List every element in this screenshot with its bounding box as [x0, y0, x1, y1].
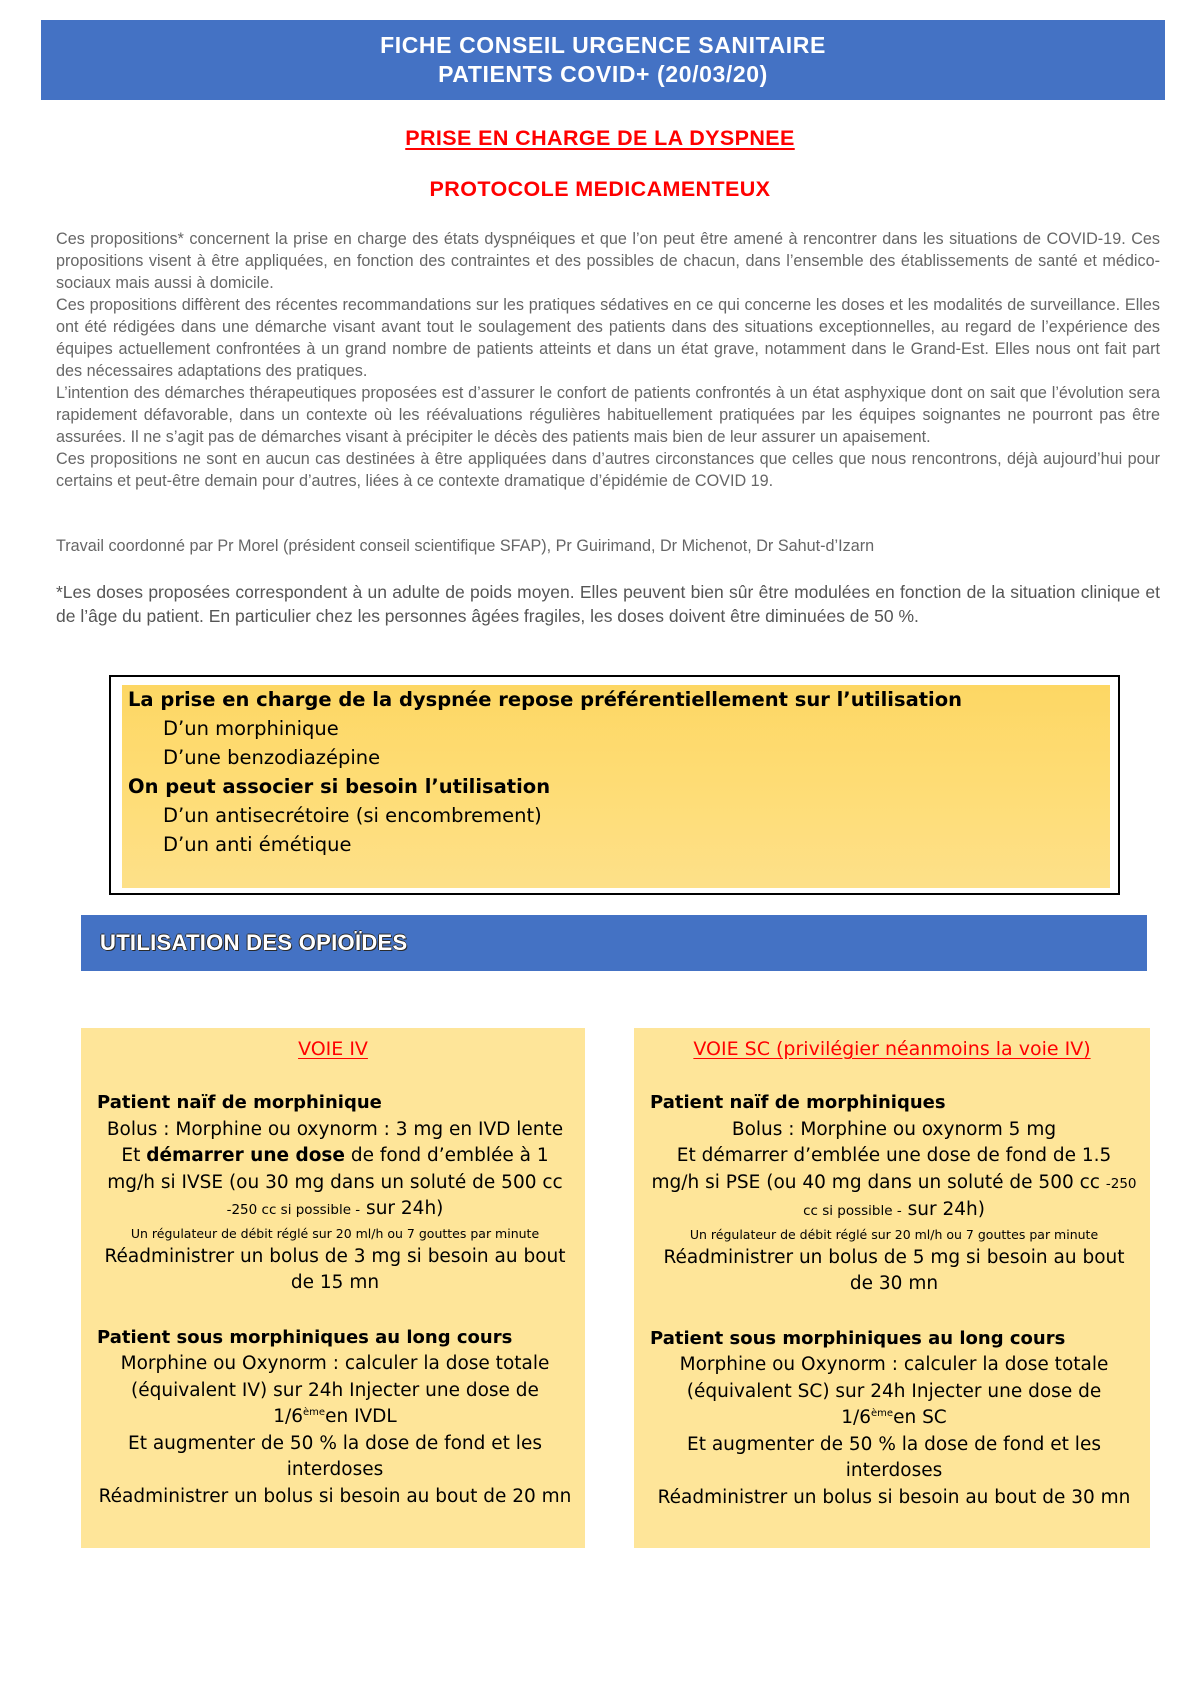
header-title-line1: FICHE CONSEIL URGENCE SANITAIRE [380, 32, 826, 58]
summary-heading-1: La prise en charge de la dyspnée repose préférentiellement sur l’utilisation [128, 688, 963, 711]
iv-rebolus-line: Réadministrer un bolus de 3 mg si besoin au bout de 15 mn [104, 1245, 566, 1293]
sc-regulator-note: Un régulateur de débit réglé sur 20 ml/h ou 7 gouttes par minute [689, 1226, 1099, 1242]
intro-paragraph-4: Ces propositions ne sont en aucun cas destinées à être appliquées dans d’autres circonstances que celles que nous rencontrons, déjà aujourd’hui pour certains et peut-être demain pour d’autres, liées à ce contexte dramatique d’épidémie de COVID 19. [56, 450, 1160, 490]
panel-iv-title: VOIE IV [298, 1038, 368, 1060]
sc-background-dose: Et démarrer d’emblée une dose de fond de 1.5 mg/h si PSE (ou 40 mg dans un soluté de 500 cc -250 cc si possible - sur 24h) [651, 1145, 1137, 1220]
iv-bolus-line: Bolus : Morphine ou oxynorm : 3 mg en IVD lente [106, 1118, 564, 1140]
summary-item-benzodiazepine: D’une benzodiazépine [163, 746, 381, 769]
header-title-line2: PATIENTS COVID+ (20/03/20) [438, 61, 768, 87]
summary-heading-2: On peut associer si besoin l’utilisation [128, 775, 551, 798]
iv-longterm-heading: Patient sous morphiniques au long cours [97, 1326, 513, 1348]
opioid-section-banner [81, 915, 1147, 971]
sc-bolus-line: Bolus : Morphine ou oxynorm 5 mg [731, 1118, 1057, 1140]
iv-regulator-note: Un régulateur de débit réglé sur 20 ml/h ou 7 gouttes par minute [130, 1225, 540, 1241]
sc-longterm-dose: Morphine ou Oxynorm : calculer la dose totale (équivalent SC) sur 24h Injecter une dose de 1/6èmeen SC [679, 1354, 1109, 1428]
intro-paragraph-3: L’intention des démarches thérapeutiques proposées est d’assurer le confort de patients confrontés à un état asphyxique dont on sait que l’évolution sera rapidement défavorable, dans un contexte où les réévaluations régulières habituellement pratiquées par les équipes soignantes ne pourront pas être assurées. Il ne s’agit pas de démarches visant à précipiter le décès des patients mais bien de leur assurer un apaisement. [56, 384, 1160, 446]
summary-item-antisecretory: D’un antisecrétoire (si encombrement) [163, 804, 542, 827]
summary-item-morphine: D’un morphinique [163, 717, 339, 740]
summary-box [122, 685, 1110, 888]
panel-sc-title: VOIE SC (privilégier néanmoins la voie IV) [693, 1038, 1091, 1060]
iv-longterm-dose: Morphine ou Oxynorm : calculer la dose totale (équivalent IV) sur 24h Injecter une dose de 1/6èmeen IVDL [120, 1353, 550, 1427]
sc-longterm-rebolus: Réadministrer un bolus si besoin au bout de 30 mn [657, 1486, 1131, 1508]
sc-longterm-heading: Patient sous morphiniques au long cours [650, 1327, 1066, 1349]
intro-paragraph-2: Ces propositions diffèrent des récentes recommandations sur les pratiques sédatives en ce qui concerne les doses et les modalités de surveillance. Elles ont été rédigées dans une démarche visant avant tout le soulagement des patients dans des situations exceptionnelles, au regard de l’expérience des équipes actuellement confrontées à un grand nombre de patients atteints et dans un état grave, notamment dans le Grand-Est. Elles nous ont fait part des nécessaires adaptations des pratiques. [56, 296, 1160, 380]
iv-background-dose: Et démarrer une dose de fond d’emblée à 1 mg/h si IVSE (ou 30 mg dans un soluté de 500 cc -250 cc si possible - sur 24h) [107, 1145, 563, 1219]
opioid-section-title: UTILISATION DES OPIOÏDES [100, 930, 408, 955]
header-banner [41, 20, 1165, 100]
coordination-credit: Travail coordonné par Pr Morel (président conseil scientifique SFAP), Pr Guirimand, Dr Michenot, Dr Sahut-d’Izarn [56, 537, 875, 555]
intro-text [56, 228, 1160, 492]
main-title: PRISE EN CHARGE DE LA DYSPNEE [405, 126, 795, 150]
subtitle: PROTOCOLE MEDICAMENTEUX [429, 177, 771, 201]
intro-paragraph-1: Ces propositions* concernent la prise en charge des états dyspnéiques et que l’on peut être amené à rencontrer dans les situations de COVID-19. Ces propositions visent à être appliquées, en fonction des contraintes et des possibles de chacun, dans l’ensemble des établissements de santé et médico-sociaux mais aussi à domicile. [56, 230, 1160, 292]
panel-voie-sc [634, 1028, 1150, 1548]
iv-longterm-increase: Et augmenter de 50 % la dose de fond et les interdoses [128, 1432, 542, 1480]
iv-longterm-rebolus: Réadministrer un bolus si besoin au bout de 20 mn [98, 1485, 572, 1507]
sc-naive-heading: Patient naïf de morphiniques [650, 1092, 946, 1113]
sc-longterm-increase: Et augmenter de 50 % la dose de fond et les interdoses [687, 1433, 1101, 1481]
summary-item-antiemetic: D’un anti émétique [163, 833, 352, 856]
panel-voie-iv [81, 1028, 585, 1548]
dose-note: *Les doses proposées correspondent à un adulte de poids moyen. Elles peuvent bien sûr être modulées en fonction de la situation clinique et de l’âge du patient. En particulier chez les personnes âgées fragiles, les doses doivent être diminuées de 50 %. [56, 582, 1160, 626]
sc-rebolus-line: Réadministrer un bolus de 5 mg si besoin au bout de 30 mn [663, 1246, 1125, 1294]
iv-naive-heading: Patient naïf de morphinique [97, 1092, 382, 1113]
